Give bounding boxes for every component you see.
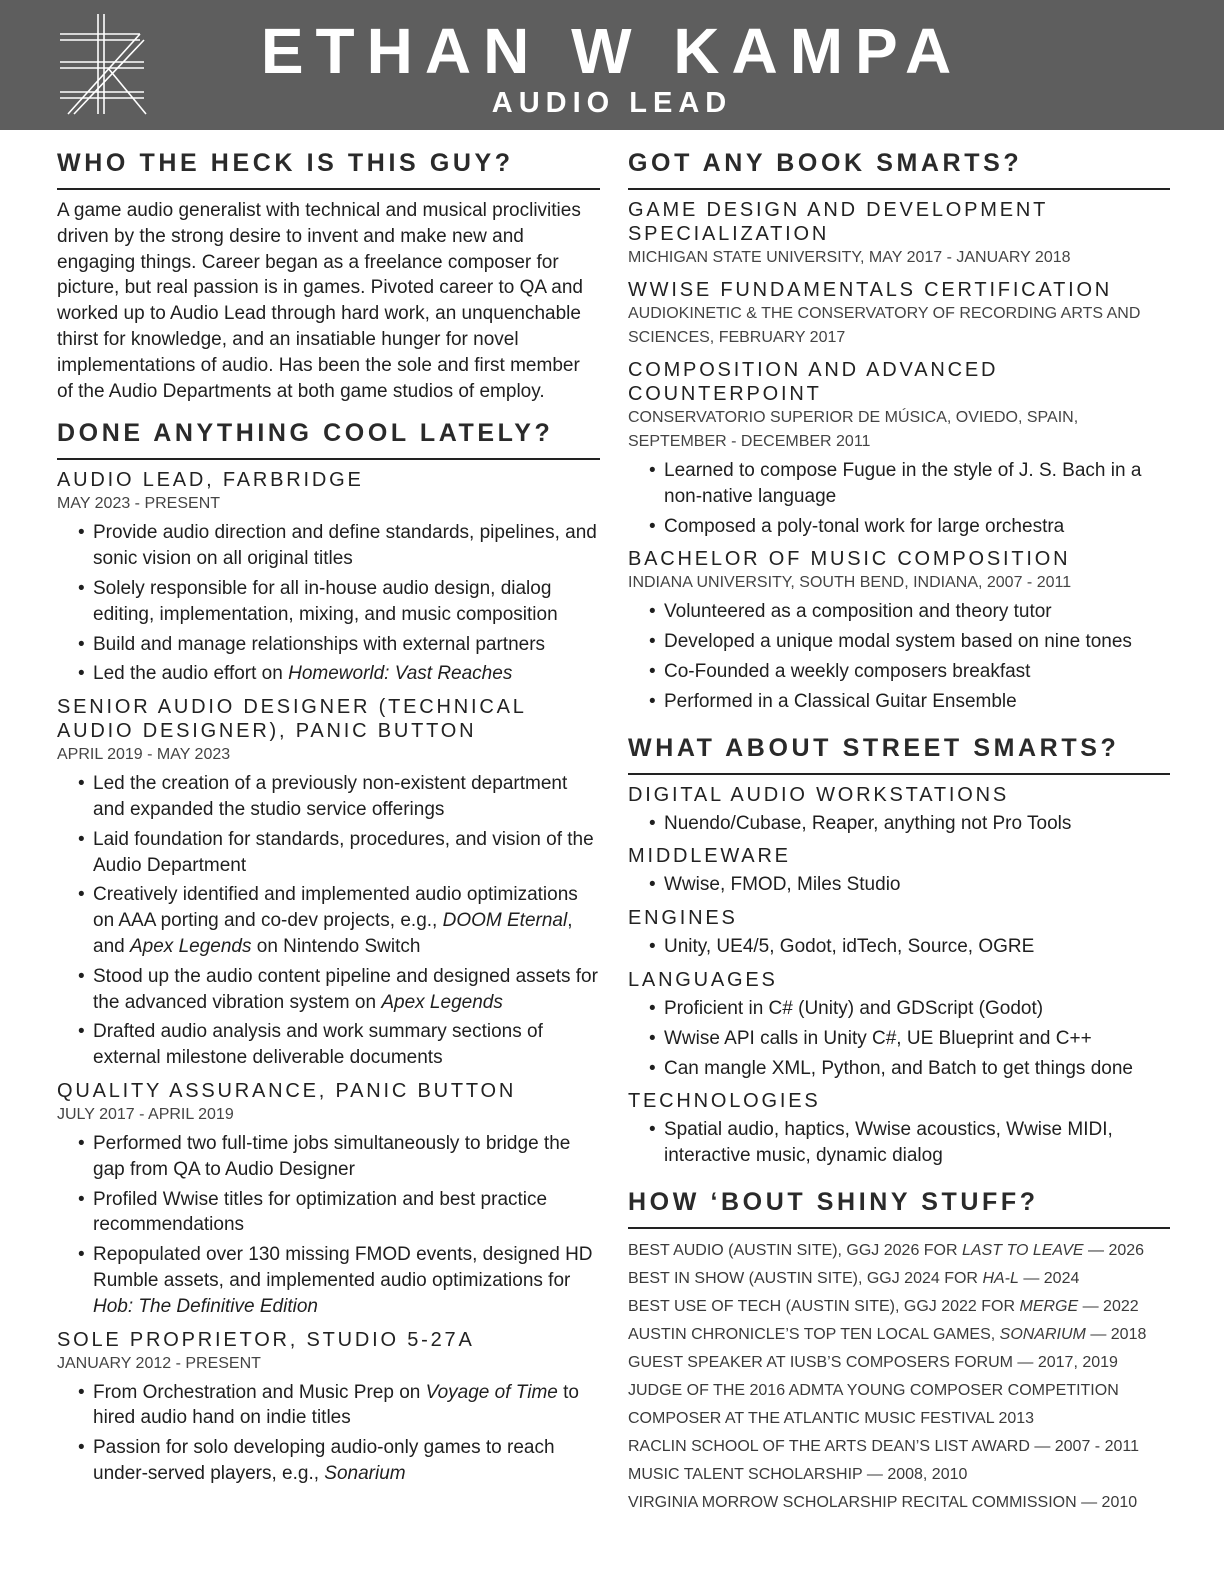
award-item: COMPOSER AT THE ATLANTIC MUSIC FESTIVAL 2013 [628, 1409, 1035, 1427]
title-italic: MERGE [1019, 1297, 1079, 1315]
education-bullets [628, 458, 1170, 539]
skill-bullets [628, 872, 1170, 898]
education-bullet: • Co-Founded a weekly composers breakfast [664, 659, 1170, 685]
skill-group [628, 844, 1170, 898]
job-title: SENIOR AUDIO DESIGNER (TECHNICAL AUDIO DESIGNER), PANIC BUTTON [57, 696, 526, 743]
job-bullet: • Provide audio direction and define standards, pipelines, and sonic vision on all original titles [93, 520, 600, 572]
education-entry [628, 198, 1170, 270]
job-dates: JANUARY 2012 - PRESENT [57, 1354, 261, 1372]
award-item: BEST IN SHOW (AUSTIN SITE), GGJ 2024 FOR HA-L — 2024 [628, 1269, 1080, 1287]
education-entry [628, 358, 1170, 539]
job-entry [57, 695, 600, 1071]
education-bullet: • Performed in a Classical Guitar Ensemble [664, 689, 1170, 715]
skill-bullet: • Unity, UE4/5, Godot, idTech, Source, OGRE [664, 934, 1170, 960]
job-bullet: • Drafted audio analysis and work summary sections of external milestone deliverable documents [93, 1019, 600, 1071]
skill-bullet: • Proficient in C# (Unity) and GDScript (Godot) [664, 996, 1170, 1022]
right-column [628, 142, 1170, 1517]
skill-group [628, 906, 1170, 960]
skill-group-title: MIDDLEWARE [628, 845, 791, 868]
skill-bullet: • Can mangle XML, Python, and Batch to get things done [664, 1056, 1170, 1082]
award-item: JUDGE OF THE 2016 ADMTA YOUNG COMPOSER COMPETITION [628, 1381, 1119, 1399]
skill-bullet: • Wwise API calls in Unity C#, UE Blueprint and C++ [664, 1026, 1170, 1052]
award-item: RACLIN SCHOOL OF THE ARTS DEAN’S LIST AWARD — 2007 - 2011 [628, 1437, 1139, 1455]
skill-bullets [628, 1117, 1170, 1169]
candidate-title: AUDIO LEAD [491, 87, 733, 119]
skill-bullet: • Wwise, FMOD, Miles Studio [664, 872, 1170, 898]
award-item: VIRGINIA MORROW SCHOLARSHIP RECITAL COMMISSION — 2010 [628, 1493, 1138, 1511]
title-italic: LAST TO LEAVE [962, 1241, 1084, 1259]
award-item: GUEST SPEAKER AT IUSB’S COMPOSERS FORUM — 2017, 2019 [628, 1353, 1118, 1371]
skill-group-title: TECHNOLOGIES [628, 1090, 821, 1113]
education-bullets [628, 599, 1170, 714]
education-bullet: • Composed a poly-tonal work for large orchestra [664, 514, 1170, 540]
education-bullet: • Developed a unique modal system based on nine tones [664, 629, 1170, 655]
title-italic: DOOM Eternal [442, 910, 568, 932]
header-banner [0, 0, 1224, 130]
title-italic: HA-L [982, 1269, 1019, 1287]
education-bullet: • Volunteered as a composition and theory tutor [664, 599, 1170, 625]
award-item: BEST USE OF TECH (AUSTIN SITE), GGJ 2022 FOR MERGE — 2022 [628, 1297, 1139, 1315]
job-dates: APRIL 2019 - MAY 2023 [57, 746, 231, 764]
job-bullet: • Repopulated over 130 missing FMOD events, designed HD Rumble assets, and implemented audio optimizations for Hob: The Definitive Edition [93, 1242, 600, 1319]
job-title: AUDIO LEAD, FARBRIDGE [57, 469, 364, 492]
job-bullet: • Laid foundation for standards, procedures, and vision of the Audio Department [93, 827, 600, 879]
about-body: A game audio generalist with technical and musical proclivities driven by the strong desire to invent and make new and engaging things. Career began as a freelance composer for picture, but real passion is in games. Pivoted career to QA and worked up to Audio Lead through hard work, an unquenchable thirst for knowledge, and an insatiable hunger for novel implementations of audio. Has been the sole and first member of the Audio Departments at both game studios of employ. [57, 200, 583, 402]
title-italic: SONARIUM [999, 1325, 1086, 1343]
skills-heading: WHAT ABOUT STREET SMARTS? [628, 727, 1170, 775]
experience-list [57, 468, 600, 1486]
title-italic: Apex Legends [381, 991, 503, 1013]
job-dates: JULY 2017 - APRIL 2019 [57, 1105, 234, 1123]
job-bullet: • Led the creation of a previously non-existent department and expanded the studio service offerings [93, 771, 600, 823]
awards-list [628, 1237, 1170, 1517]
job-bullet: • Passion for solo developing audio-only games to reach under-served players, e.g., Sonarium [93, 1435, 600, 1487]
job-bullets [57, 1131, 600, 1320]
job-bullet: • Build and manage relationships with external partners [93, 632, 600, 658]
education-entry [628, 278, 1170, 350]
job-bullet: • Profiled Wwise titles for optimization and best practice recommendations [93, 1187, 600, 1239]
education-title: BACHELOR OF MUSIC COMPOSITION [628, 548, 1071, 571]
award-item: MUSIC TALENT SCHOLARSHIP — 2008, 2010 [628, 1465, 968, 1483]
job-bullet: • From Orchestration and Music Prep on Voyage of Time to hired audio hand on indie titles [93, 1380, 600, 1432]
job-dates: MAY 2023 - PRESENT [57, 495, 221, 513]
education-meta: MICHIGAN STATE UNIVERSITY, MAY 2017 - JANUARY 2018 [628, 249, 1071, 266]
title-italic: Hob: The Definitive Edition [93, 1295, 318, 1317]
education-entry [628, 547, 1170, 714]
job-title: QUALITY ASSURANCE, PANIC BUTTON [57, 1079, 517, 1102]
awards-heading: HOW ‘BOUT SHINY STUFF? [628, 1181, 1170, 1229]
title-italic: Sonarium [324, 1462, 406, 1484]
education-meta: AUDIOKINETIC & THE CONSERVATORY OF RECORDING ARTS AND SCIENCES, FEBRUARY 2017 [628, 305, 1141, 346]
skill-group-title: ENGINES [628, 907, 738, 930]
job-entry [57, 468, 600, 687]
job-bullets [57, 1380, 600, 1487]
skill-bullet: • Nuendo/Cubase, Reaper, anything not Pro Tools [664, 811, 1170, 837]
title-italic: Apex Legends [129, 935, 252, 957]
education-meta: INDIANA UNIVERSITY, SOUTH BEND, INDIANA, 2007 - 2011 [628, 574, 1072, 592]
skill-group-title: LANGUAGES [628, 968, 778, 991]
education-title: GAME DESIGN AND DEVELOPMENT SPECIALIZATION [628, 199, 1048, 245]
job-bullet: • Performed two full-time jobs simultaneously to bridge the gap from QA to Audio Designer [93, 1131, 600, 1183]
award-item: AUSTIN CHRONICLE’S TOP TEN LOCAL GAMES, SONARIUM — 2018 [628, 1325, 1147, 1343]
job-bullet: • Led the audio effort on Homeworld: Vast Reaches [93, 661, 600, 687]
education-heading: GOT ANY BOOK SMARTS? [628, 142, 1170, 190]
education-bullet: • Learned to compose Fugue in the style of J. S. Bach in a non-native language [664, 458, 1170, 510]
education-meta: CONSERVATORIO SUPERIOR DE MÚSICA, OVIEDO, SPAIN, SEPTEMBER - DECEMBER 2011 [628, 409, 1079, 450]
left-column [57, 142, 600, 1491]
skill-group [628, 968, 1170, 1081]
job-bullets [57, 771, 600, 1071]
skill-bullets [628, 996, 1170, 1081]
skill-bullets [628, 811, 1170, 837]
award-item: BEST AUDIO (AUSTIN SITE), GGJ 2026 FOR LAST TO LEAVE — 2026 [628, 1241, 1145, 1259]
skills-list [628, 783, 1170, 1169]
job-entry [57, 1079, 600, 1320]
title-italic: Voyage of Time [425, 1381, 558, 1403]
about-heading: WHO THE HECK IS THIS GUY? [57, 142, 600, 190]
job-bullet: • Stood up the audio content pipeline and designed assets for the advanced vibration system on Apex Legends [93, 964, 600, 1016]
job-bullet: • Solely responsible for all in-house audio design, dialog editing, implementation, mixing, and music composition [93, 576, 600, 628]
skill-bullets [628, 934, 1170, 960]
job-bullets [57, 520, 600, 687]
skill-group [628, 1089, 1170, 1169]
job-bullet: • Creatively identified and implemented audio optimizations on AAA porting and co-dev projects, e.g., DOOM Eternal, and Apex Legends on Nintendo Switch [93, 882, 600, 959]
skill-group-title: DIGITAL AUDIO WORKSTATIONS [628, 783, 1009, 806]
experience-heading: DONE ANYTHING COOL LATELY? [57, 412, 600, 460]
skill-group [628, 783, 1170, 837]
education-title: COMPOSITION AND ADVANCED COUNTERPOINT [628, 359, 999, 405]
education-title: WWISE FUNDAMENTALS CERTIFICATION [628, 279, 1113, 301]
skill-bullet: • Spatial audio, haptics, Wwise acoustics, Wwise MIDI, interactive music, dynamic dialog [664, 1117, 1170, 1169]
candidate-name: ETHAN W KAMPA [260, 15, 964, 87]
education-list [628, 198, 1170, 715]
title-italic: Homeworld: Vast Reaches [288, 663, 513, 685]
job-title: SOLE PROPRIETOR, STUDIO 5-27A [57, 1328, 475, 1351]
job-entry [57, 1328, 600, 1487]
